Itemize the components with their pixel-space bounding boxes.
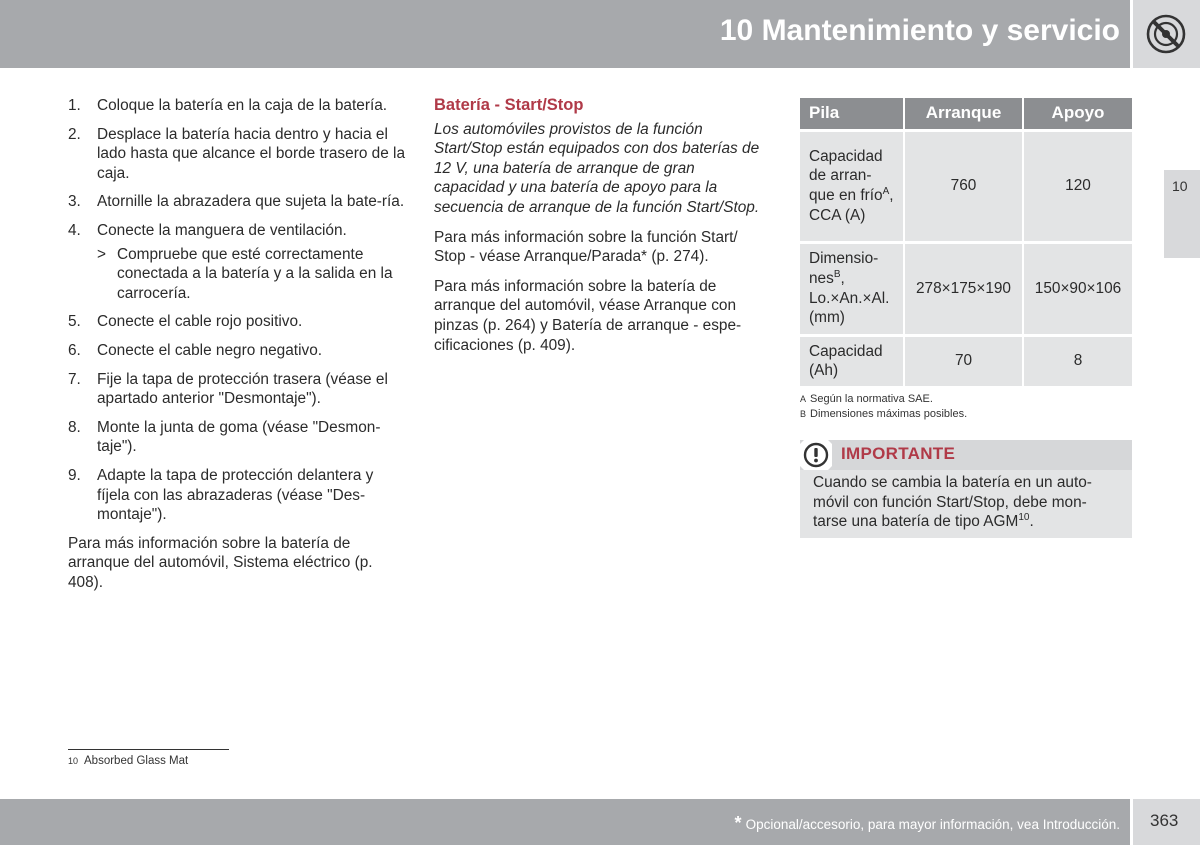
footnote-text: Según la normativa SAE.	[810, 393, 933, 405]
battery-spec-table	[800, 98, 1132, 386]
warning-icon	[800, 440, 832, 470]
reference-paragraph: Para más información sobre la batería de arranque del automóvil, Sistema eléctrico (p. 408).	[68, 534, 373, 591]
page-footer	[0, 799, 1130, 845]
wrench-gear-icon	[1146, 14, 1186, 54]
step-text: Fije la tapa de protección trasera (véase el apartado anterior "Desmontaje").	[97, 370, 388, 408]
row-label-text: Capacidad de arran-que en frío	[809, 147, 883, 204]
page-header	[0, 0, 1130, 68]
step-item	[68, 312, 408, 332]
step-text: Desplace la batería hacia dentro y hacia el lado hasta que alcance el borde trasero de la caja.	[97, 125, 406, 182]
table-row	[800, 335, 1132, 386]
table-cell: 70	[904, 335, 1023, 386]
intro-paragraph: Los automóviles provistos de la función Start/Stop están equipados con dos baterías de 12 V, una batería de arranque de gran capacidad y una batería de apoyo para la secuencia de arranque de la función Start/Stop.	[434, 120, 760, 216]
table-row	[800, 130, 1132, 242]
important-label: IMPORTANTE	[841, 444, 956, 463]
step-text: Adapte la tapa de protección delantera y fíjela con las abrazaderas (véase "Des-montaje").	[97, 466, 374, 524]
sub-step-marker: >	[97, 245, 106, 263]
page-footnote	[68, 755, 188, 767]
steps-column	[68, 96, 408, 592]
table-cell: 8	[1023, 335, 1132, 386]
step-number: 6.	[68, 341, 81, 359]
footnote-ref: A	[882, 185, 890, 197]
step-number: 1.	[68, 97, 81, 114]
chapter-icon-box	[1133, 0, 1200, 68]
column-header: Arranque	[904, 98, 1023, 130]
step-item	[68, 96, 408, 116]
step-item	[68, 125, 408, 184]
table-header-row	[800, 98, 1132, 130]
step-text: Conecte el cable rojo positivo.	[97, 313, 303, 331]
step-text: Conecte la manguera de ventilación.	[97, 221, 347, 239]
step-item	[68, 192, 408, 212]
chapter-title: 10 Mantenimiento y servicio	[719, 14, 1120, 47]
step-number: 5.	[68, 313, 81, 331]
column-header: Pila	[800, 98, 904, 130]
reference-paragraph-battery: Para más información sobre la batería de arranque del automóvil, véase Arranque con pinzas (p. 264) y Batería de arranque - espe-cificaciones (p. 409).	[434, 277, 742, 354]
row-label	[800, 130, 904, 242]
page-number-box	[1133, 799, 1200, 845]
step-number: 2.	[68, 125, 81, 143]
important-text	[800, 470, 1132, 532]
step-item	[68, 418, 408, 457]
asterisk-mark: *	[734, 813, 742, 833]
page-number: 363	[1150, 811, 1179, 830]
step-text: Coloque la batería en la caja de la batería.	[97, 97, 388, 114]
row-label-tail: , CCA (A)	[809, 187, 894, 224]
footnote-divider	[68, 749, 229, 750]
sub-step-text: Compruebe que esté correctamente conectada a la batería y a la salida en la carrocería.	[117, 245, 393, 302]
important-header	[800, 440, 1132, 470]
chapter-tab[interactable]	[1164, 170, 1200, 258]
footnote-key: B	[800, 409, 807, 419]
table-footnote	[800, 393, 933, 405]
table-row	[800, 242, 1132, 335]
footnote-key: A	[800, 394, 807, 404]
table-cell: 150×90×106	[1023, 242, 1132, 335]
step-item	[68, 221, 408, 303]
footnote-ref: B	[833, 268, 841, 280]
table-cell: 760	[904, 130, 1023, 242]
reference-paragraph-start-stop: Para más información sobre la función Start/ Stop - véase Arranque/Parada* (p. 274).	[434, 228, 738, 266]
important-text-body: Cuando se cambia la batería en un auto-móvil con función Start/Stop, debe mon-tarse una batería de tipo AGM	[813, 474, 1092, 531]
step-text: Monte la junta de goma (véase "Desmon-taje").	[97, 418, 381, 456]
footnote-ref: 10	[1018, 512, 1030, 524]
row-label-text: Capacidad (Ah)	[809, 342, 883, 380]
row-label	[800, 335, 904, 386]
step-item	[68, 370, 408, 409]
important-notice	[800, 440, 1132, 538]
table-cell: 278×175×190	[904, 242, 1023, 335]
column-header: Apoyo	[1023, 98, 1132, 130]
important-text-tail: .	[1029, 513, 1034, 531]
start-stop-section	[434, 96, 764, 365]
footer-note	[735, 813, 1120, 834]
footnote-text: Absorbed Glass Mat	[84, 755, 189, 767]
row-label-text: Dimensio-nes	[809, 250, 879, 287]
row-label-tail: , Lo.×An.×Al. (mm)	[809, 269, 890, 327]
section-heading: Batería - Start/Stop	[434, 96, 584, 114]
step-text: Conecte el cable negro negativo.	[97, 341, 323, 359]
footnote-key: 10	[68, 756, 79, 766]
step-number: 9.	[68, 466, 81, 484]
row-label	[800, 242, 904, 335]
footnote-text: Dimensiones máximas posibles.	[810, 408, 968, 420]
step-text: Atornille la abrazadera que sujeta la bate-ría.	[97, 193, 405, 211]
step-number: 4.	[68, 221, 81, 239]
table-footnote	[800, 408, 967, 420]
step-item	[68, 466, 408, 525]
step-number: 3.	[68, 193, 81, 211]
footer-note-text: Opcional/accesorio, para mayor información, vea Introducción.	[745, 817, 1120, 832]
step-item	[68, 341, 408, 361]
chapter-tab-label: 10	[1172, 178, 1188, 194]
step-number: 7.	[68, 370, 81, 388]
step-number: 8.	[68, 418, 81, 436]
table-cell: 120	[1023, 130, 1132, 242]
sub-step	[97, 245, 408, 304]
